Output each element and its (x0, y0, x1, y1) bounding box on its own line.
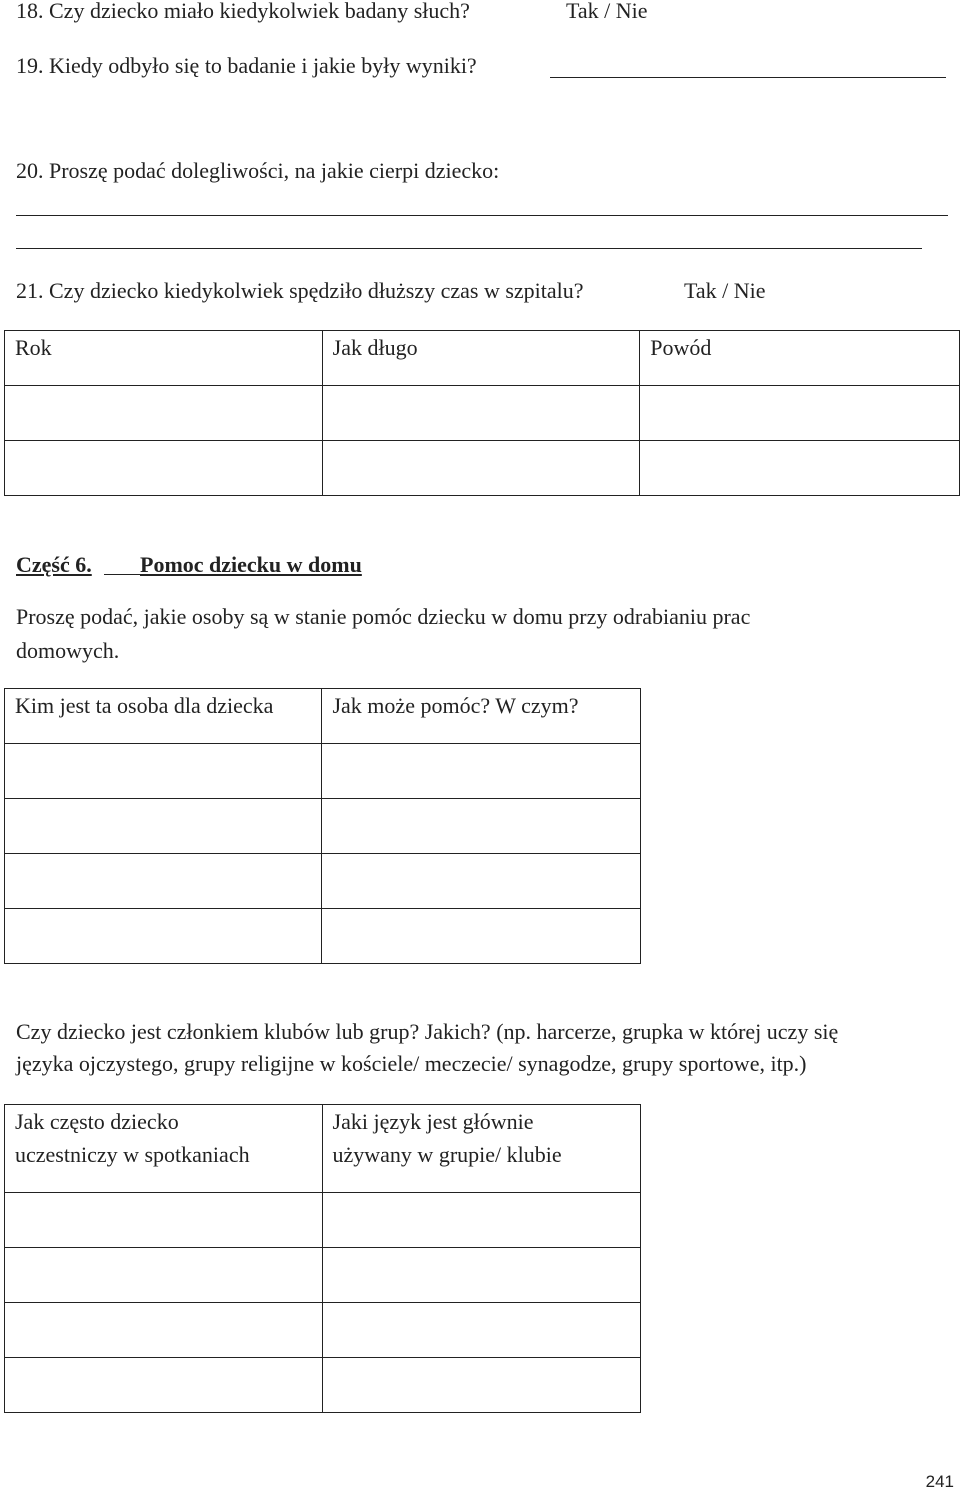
table-cell[interactable] (640, 441, 960, 496)
question-19-answer-line[interactable] (550, 77, 946, 78)
table-cell[interactable] (322, 1248, 640, 1303)
table-row (5, 799, 641, 854)
table-cell[interactable] (322, 909, 641, 964)
table-cell[interactable] (322, 799, 641, 854)
section-6-title: Pomoc dziecku w domu (140, 552, 362, 577)
table-cell[interactable] (5, 799, 322, 854)
table-row (5, 744, 641, 799)
table-cell[interactable] (5, 854, 322, 909)
table-cell[interactable] (640, 386, 960, 441)
question-21-answer[interactable]: Tak / Nie (684, 278, 766, 303)
table-cell[interactable] (5, 1193, 323, 1248)
hospital-stays-table (4, 330, 960, 496)
page-number: 241 (925, 1472, 954, 1491)
table-cell[interactable] (322, 1303, 640, 1358)
table-cell[interactable] (322, 1193, 640, 1248)
section-6-number: Część 6. (16, 552, 92, 577)
question-20: 20. Proszę podać dolegliwości, na jakie cierpi dziecko: (16, 158, 500, 183)
table-cell[interactable] (322, 1358, 640, 1413)
table-cell[interactable] (322, 441, 640, 496)
header-help: Jak może pomóc? W czym? (322, 689, 641, 744)
table-row (5, 854, 641, 909)
table-cell[interactable] (322, 854, 641, 909)
header-frequency-line-2: uczestniczy w spotkaniach (15, 1142, 250, 1167)
question-18: 18. Czy dziecko miało kiedykolwiek badany słuch? (16, 0, 470, 23)
header-language-line-1: Jaki język jest głównie (332, 1109, 534, 1134)
table-header-row (5, 1105, 641, 1193)
section-heading-underline-gap (104, 574, 140, 575)
question-20-answer-line-2[interactable] (16, 248, 922, 249)
question-20-answer-line-1[interactable] (16, 215, 948, 216)
header-year: Rok (5, 331, 323, 386)
table-cell[interactable] (5, 909, 322, 964)
homework-helpers-table (4, 688, 641, 964)
table-row (5, 1248, 641, 1303)
table-cell[interactable] (5, 1358, 323, 1413)
header-duration: Jak długo (322, 331, 640, 386)
help-prompt-line-2: domowych. (16, 638, 120, 663)
header-frequency-line-1: Jak często dziecko (15, 1109, 179, 1134)
table-row (5, 1303, 641, 1358)
clubs-table (4, 1104, 641, 1413)
table-cell[interactable] (5, 744, 322, 799)
table-row (5, 441, 960, 496)
help-prompt-line-1: Proszę podać, jakie osoby są w stanie pomóc dziecku w domu przy odrabianiu prac (16, 604, 751, 629)
table-header-row (5, 689, 641, 744)
clubs-prompt-line-2: języka ojczystego, grupy religijne w kościele/ meczecie/ synagodze, grupy sportowe, itp.) (16, 1051, 807, 1076)
header-language (322, 1105, 640, 1193)
header-language-line-2: używany w grupie/ klubie (332, 1142, 562, 1167)
table-cell[interactable] (322, 386, 640, 441)
question-21: 21. Czy dziecko kiedykolwiek spędziło dłuższy czas w szpitalu? (16, 278, 584, 303)
table-row (5, 386, 960, 441)
header-person: Kim jest ta osoba dla dziecka (5, 689, 322, 744)
table-row (5, 1193, 641, 1248)
header-frequency (5, 1105, 323, 1193)
clubs-prompt-line-1: Czy dziecko jest członkiem klubów lub grup? Jakich? (np. harcerze, grupka w której uczy się (16, 1019, 839, 1044)
table-row (5, 909, 641, 964)
table-cell[interactable] (5, 1303, 323, 1358)
table-header-row (5, 331, 960, 386)
table-cell[interactable] (5, 1248, 323, 1303)
table-cell[interactable] (322, 744, 641, 799)
header-reason: Powód (640, 331, 960, 386)
table-cell[interactable] (5, 386, 323, 441)
question-19: 19. Kiedy odbyło się to badanie i jakie były wyniki? (16, 53, 477, 78)
table-row (5, 1358, 641, 1413)
question-18-answer[interactable]: Tak / Nie (566, 0, 648, 23)
table-cell[interactable] (5, 441, 323, 496)
